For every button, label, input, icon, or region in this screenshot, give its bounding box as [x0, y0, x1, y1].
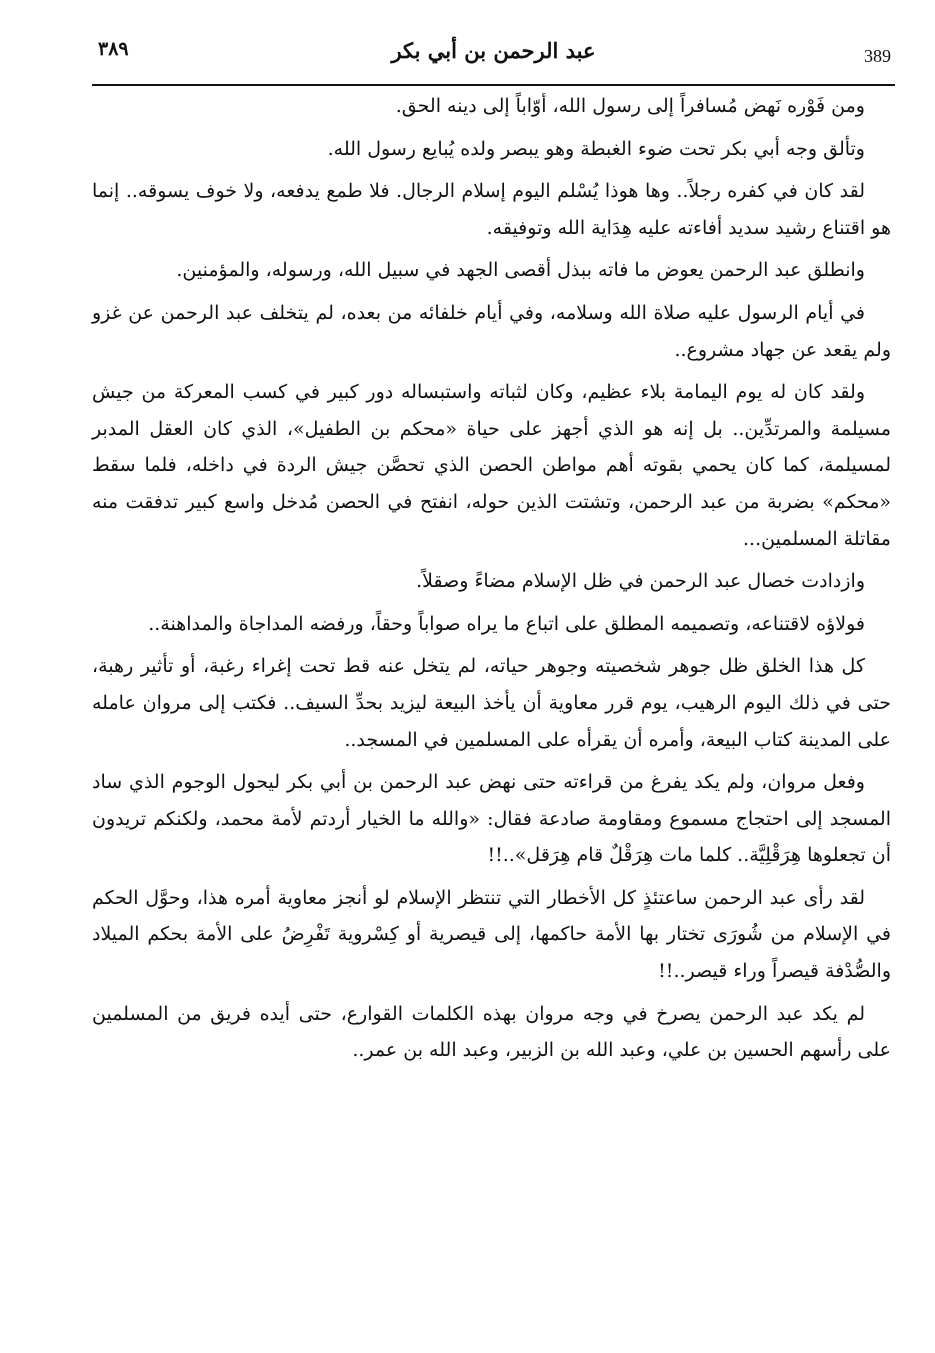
body-text [92, 88, 891, 1075]
page-number-arabic: ٣٨٩ [98, 38, 129, 60]
paragraph: لم يكد عبد الرحمن يصرخ في وجه مروان بهذه الكلمات القوارع، حتى أيده فريق من المسلمين على رأسهم الحسين بن علي، وعبد الله بن الزبير، وعبد الله بن عمر.. [92, 1002, 891, 1062]
paragraph: في أيام الرسول عليه صلاة الله وسلامه، وفي أيام خلفائه من بعده، لم يتخلف عبد الرحمن عن غزو ولم يقعد عن جهاد مشروع.. [92, 301, 891, 361]
paragraph: وانطلق عبد الرحمن يعوض ما فاته ببذل أقصى الجهد في سبيل الله، ورسوله، والمؤمنين. [176, 259, 865, 282]
paragraph: لقد كان في كفره رجلاً.. وها هوذا يُسْلم اليوم إسلام الرجال. فلا طمع يدفعه، ولا خوف يسوقه.. إنما هو اقتناع رشيد سديد أفاءته عليه هِدَاية الله وتوفيقه. [92, 180, 891, 239]
paragraph: ومن فَوْره نَهض مُسافراً إلى رسول الله، أوّاباً إلى دينه الحق. [395, 95, 865, 117]
running-title: عبد الرحمن بن أبي بكر [391, 38, 596, 63]
paragraph: فولاؤه لاقتناعه، وتصميمه المطلق على اتباع ما يراه صواباً وحقاً، ورفضه المداجاة والمداهنة.. [148, 612, 865, 635]
paragraph: وازدادت خصال عبد الرحمن في ظل الإسلام مضاءً وصقلاً. [416, 570, 865, 593]
page-header [92, 28, 895, 86]
paragraph: كل هذا الخلق ظل جوهر شخصيته وجوهر حياته، لم يتخل عنه قط تحت إغراء رغبة، أو تأثير رهبة، حتى في ذلك اليوم الرهيب، يوم قرر معاوية أن يأخذ البيعة ليزيد بحدِّ السيف.. فكتب إلى مروان عامله على المدينة كتاب البيعة، وأمره أن يقرأه على المسلمين في المسجد.. [92, 655, 891, 751]
paragraph: وفعل مروان، ولم يكد يفرغ من قراءته حتى نهض عبد الرحمن بن أبي بكر ليحول الوجوم الذي ساد المسجد إلى احتجاج مسموع ومقاومة صادعة فقال: «والله ما الخيار أردتم لأمة محمد، ولكنكم تريدون أن تجعلوها هِرَقْلِيَّة.. كلما مات هِرَقْلٌ قام هِرَقل»..!! [92, 771, 891, 867]
paragraph: لقد رأى عبد الرحمن ساعتئذٍ كل الأخطار التي تنتظر الإسلام لو أنجز معاوية أمره هذا، وحوَّل الحكم في الإسلام من شُورَى تختار بها الأمة حاكمها، إلى قيصرية أو كِسْروية تَفْرِضُ على الأمة بحكم الميلاد والصُّدْفة قيصراً وراء قيصر..!! [92, 886, 891, 983]
paragraph: ولقد كان له يوم اليمامة بلاء عظيم، وكان لثباته واستبساله دور كبير في كسب المعركة من جيش مسيلمة والمرتدِّين.. بل إنه هو الذي أجهز على حياة «محكم بن الطفيل»، الذي كان العقل المدبر لمسيلمة، كما كان يحمي بقوته أهم مواطن الحصن الذي تحصَّن جيش الردة في داخله، فلما سقط «محكم» بضربة من عبد الرحمن، وتشتت الذين حوله، انفتح في الحصن مُدخل واسع كبير تدفقت منه مقاتلة المسلمين... [92, 381, 891, 550]
page-number-latin: 389 [864, 46, 891, 66]
paragraph: وتألق وجه أبي بكر تحت ضوء الغبطة وهو يبصر ولده يُبايع رسول الله. [327, 137, 865, 160]
